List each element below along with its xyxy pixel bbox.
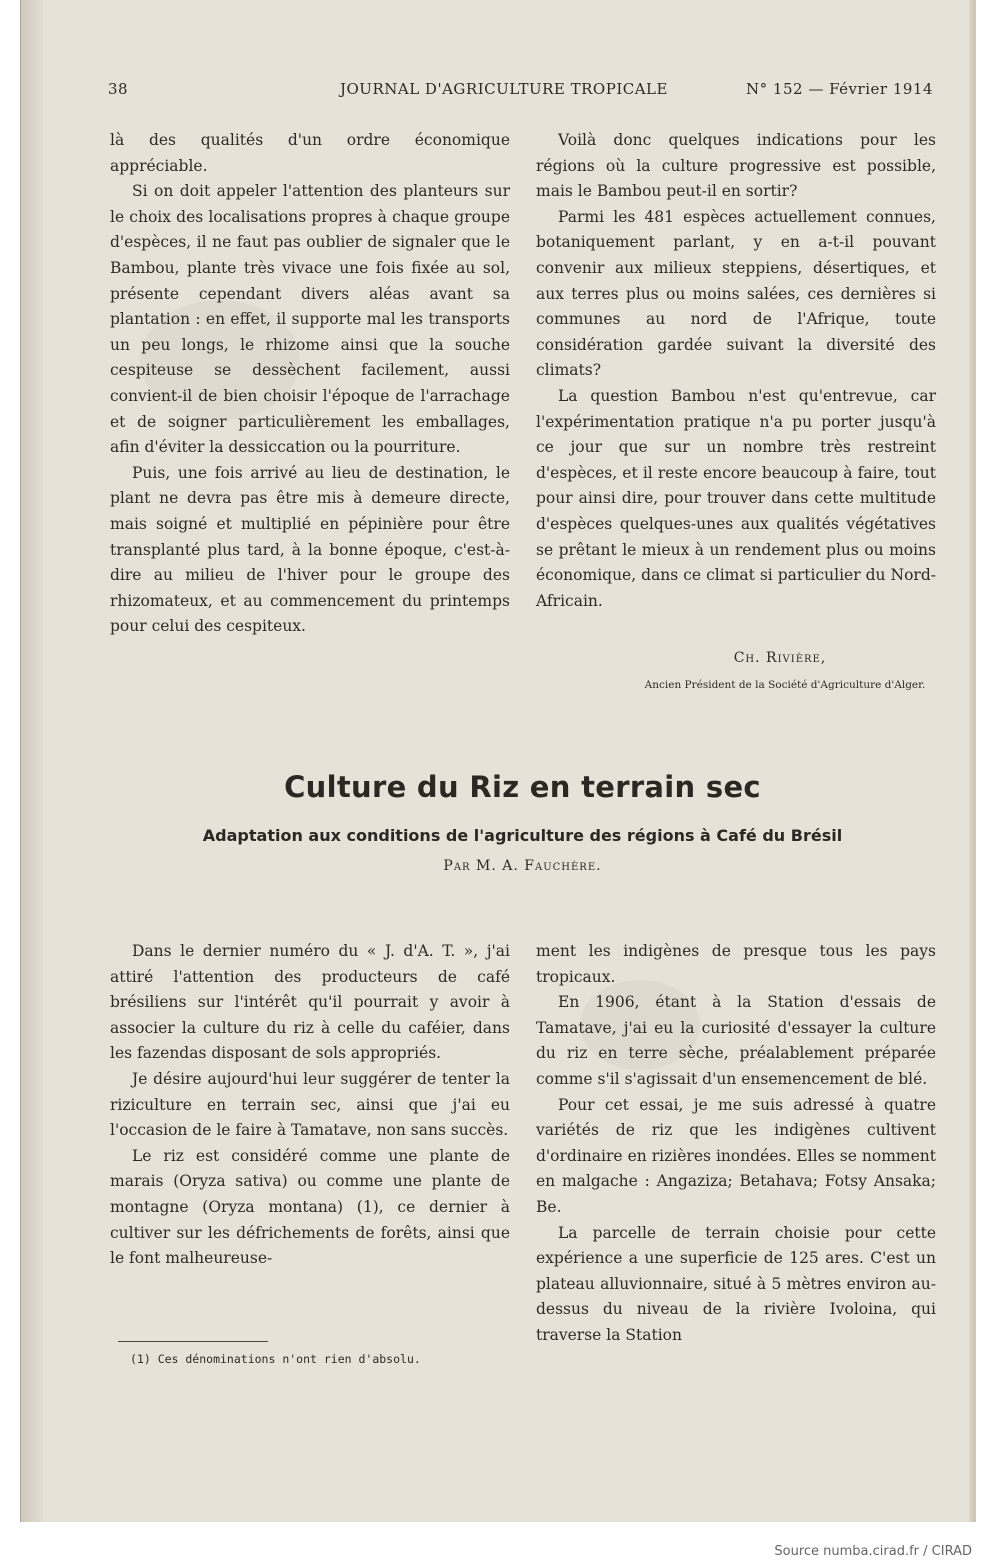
article-title: Culture du Riz en terrain sec — [284, 770, 761, 804]
source-credit: Source numba.cirad.fr / CIRAD — [774, 1544, 972, 1559]
journal-title: JOURNAL D'AGRICULTURE TROPICALE — [340, 80, 668, 98]
article1-right-column — [536, 128, 936, 614]
paragraph: Dans le dernier numéro du « J. d'A. T. », j'ai attiré l'attention des producteurs de café brésiliens sur l'intérêt qu'il pourrait y avoir à associer la culture du riz à celle du caféier, dans les fazendas disposant de sols appropriés. — [110, 942, 510, 1063]
signature-name: Ch. Rivière, — [733, 650, 827, 666]
paragraph: Je désire aujourd'hui leur suggérer de tenter la riziculture en terrain sec, ainsi que j'ai eu l'occasion de le faire à Tamatave, non sans succès. — [110, 1069, 510, 1140]
issue-label: N° 152 — Février 1914 — [746, 80, 933, 98]
article1-left-column — [110, 128, 510, 640]
paragraph: Voilà donc quelques indications pour les régions où la culture progressive est possible, mais le Bambou peut-il en sortir? — [536, 131, 936, 201]
article-subtitle: Adaptation aux conditions de l'agriculture des régions à Café du Brésil — [202, 826, 843, 845]
article2-right-column — [536, 939, 936, 1349]
article2-left-column — [110, 939, 510, 1272]
signature-role: Ancien Président de la Société d'Agriculture d'Alger. — [644, 679, 926, 691]
paragraph: Pour cet essai, je me suis adressé à quatre variétés de riz que les indigènes cultivent d'ordinaire en rizières inondées. Elles se nomment en malgache : Angaziza; Betahava; Fotsy Ansaka; Be. — [536, 1095, 936, 1216]
paragraph: Le riz est considéré comme une plante de marais (Oryza sativa) ou comme une plante de montagne (Oryza montana) (1), ce dernier à cultiver sur les défrichements de forêts, ainsi que le font malheureuse- — [110, 1146, 510, 1268]
page-number: 38 — [108, 80, 129, 98]
footnote-rule — [118, 1341, 268, 1342]
paragraph: ment les indigènes de presque tous les pays tropicaux. — [536, 942, 936, 986]
paragraph: Si on doit appeler l'attention des planteurs sur le choix des localisations propres à chaque groupe d'espèces, il ne faut pas oublier de signaler que le Bambou, plante très vivace une fois fixée au sol, présente cependant divers aléas avant sa plantation : en effet, il supporte mal les transports un peu longs, le rhizome ainsi que la souche cespiteuse se dessèchent facilement, aussi convient-il de bien choisir l'époque de l'arrachage et de soigner particulièrement les emballages, afin d'éviter la dessiccation ou la pourriture. — [110, 182, 510, 457]
paragraph: Parmi les 481 espèces actuellement connues, botaniquement parlant, y en a-t-il pouvant convenir aux milieux steppiens, désertiques, et aux terres plus ou moins salées, ces dernières si communes au nord de l'Afrique, toute considération gardée suivant la diversité des climats? — [536, 207, 936, 380]
paragraph: En 1906, étant à la Station d'essais de Tamatave, j'ai eu la curiosité d'essayer la culture du riz en terre sèche, préalablement préparée comme s'il s'agissait d'un ensemencement de blé. — [536, 993, 936, 1088]
footnote: (1) Ces dénominations n'ont rien d'absolu. — [130, 1352, 421, 1366]
article-byline: Par M. A. Fauchère. — [443, 858, 602, 874]
page-binding-edge — [20, 0, 43, 1522]
paragraph: là des qualités d'un ordre économique appréciable. — [110, 131, 510, 175]
paragraph: La parcelle de terrain choisie pour cette expérience a une superficie de 125 ares. C'est un plateau alluvionnaire, situé à 5 mètres environ au-dessus du niveau de la rivière Ivoloina, qui traverse la Station — [536, 1223, 936, 1344]
page-right-edge — [969, 0, 975, 1522]
running-head — [108, 80, 933, 102]
paragraph: La question Bambou n'est qu'entrevue, car l'expérimentation pratique n'a pu porter jusqu'à ce jour que sur un nombre très restreint d'espèces, et il reste encore beaucoup à faire, tout pour ainsi dire, pour trouver dans cette multitude d'espèces quelques-unes aux qualités végétatives se prêtant le mieux à un rendement plus ou moins économique, dans ce climat si particulier du Nord-Africain. — [536, 386, 936, 610]
paragraph: Puis, une fois arrivé au lieu de destination, le plant ne devra pas être mis à demeure directe, mais soigné et multiplié en pépinière pour être transplanté plus tard, à la bonne époque, c'est-à-dire au milieu de l'hiver pour le groupe des rhizomateux, et au commencement du printemps pour celui des cespiteux. — [110, 463, 510, 636]
